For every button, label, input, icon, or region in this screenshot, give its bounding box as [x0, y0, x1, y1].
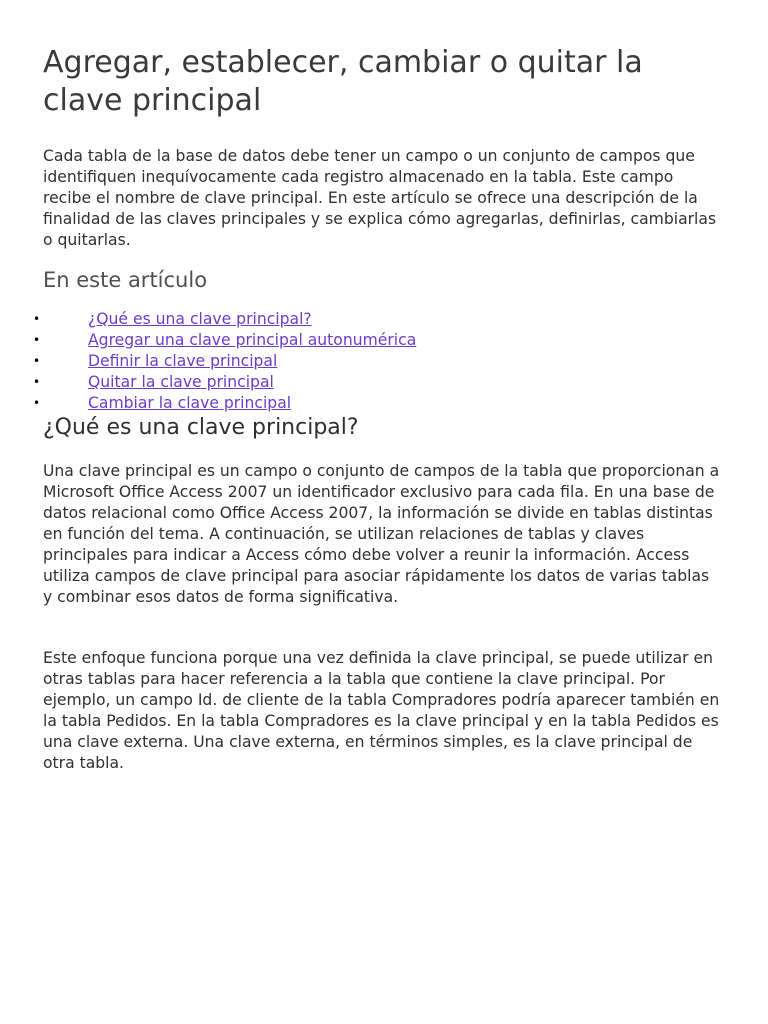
- toc-item: [33, 330, 723, 351]
- toc-link-definir[interactable]: Definir la clave principal: [88, 352, 278, 370]
- toc-item: [33, 309, 723, 330]
- toc-link-que-es[interactable]: ¿Qué es una clave principal?: [88, 310, 312, 328]
- table-of-contents: [33, 309, 723, 414]
- toc-link-agregar[interactable]: Agregar una clave principal autonumérica: [88, 331, 417, 349]
- section-paragraph-2: Este enfoque funciona porque una vez definida la clave principal, se puede utilizar en otras tablas para hacer referencia a la tabla que contiene la clave principal. Por ejemplo, un campo Id. de cliente de la tabla Compradores podría aparecer también en la tabla Pedidos. En la tabla Compradores es la clave principal y en la tabla Pedidos es una clave externa. Una clave externa, en términos simples, es la clave principal de otra tabla.: [43, 649, 720, 772]
- page-title: Agregar, establecer, cambiar o quitar la clave principal: [43, 45, 643, 118]
- toc-item: [33, 393, 723, 414]
- toc-item: [33, 351, 723, 372]
- bullet-icon: •: [33, 312, 41, 326]
- toc-heading: En este artículo: [43, 268, 208, 292]
- section-heading: ¿Qué es una clave principal?: [43, 415, 359, 440]
- toc-link-cambiar[interactable]: Cambiar la clave principal: [88, 394, 292, 412]
- section-paragraph-1: Una clave principal es un campo o conjunto de campos de la tabla que proporcionan a Microsoft Office Access 2007 un identificador exclusivo para cada fila. En una base de datos relacional como Office Access 2007, la información se divide en tablas distintas en función del tema. A continuación, se utilizan relaciones de tablas y claves principales para indicar a Access cómo debe volver a reunir la información. Access utiliza campos de clave principal para asociar rápidamente los datos de varias tablas y combinar esos datos de forma significativa.: [43, 462, 720, 606]
- bullet-icon: •: [33, 333, 41, 347]
- bullet-icon: •: [33, 396, 41, 410]
- toc-link-quitar[interactable]: Quitar la clave principal: [88, 373, 274, 391]
- bullet-icon: •: [33, 354, 41, 368]
- intro-paragraph: Cada tabla de la base de datos debe tener un campo o un conjunto de campos que identifiquen inequívocamente cada registro almacenado en la tabla. Este campo recibe el nombre de clave principal. En este artículo se ofrece una descripción de la finalidad de las claves principales y se explica cómo agregarlas, definirlas, cambiarlas o quitarlas.: [43, 147, 717, 249]
- bullet-icon: •: [33, 375, 41, 389]
- toc-item: [33, 372, 723, 393]
